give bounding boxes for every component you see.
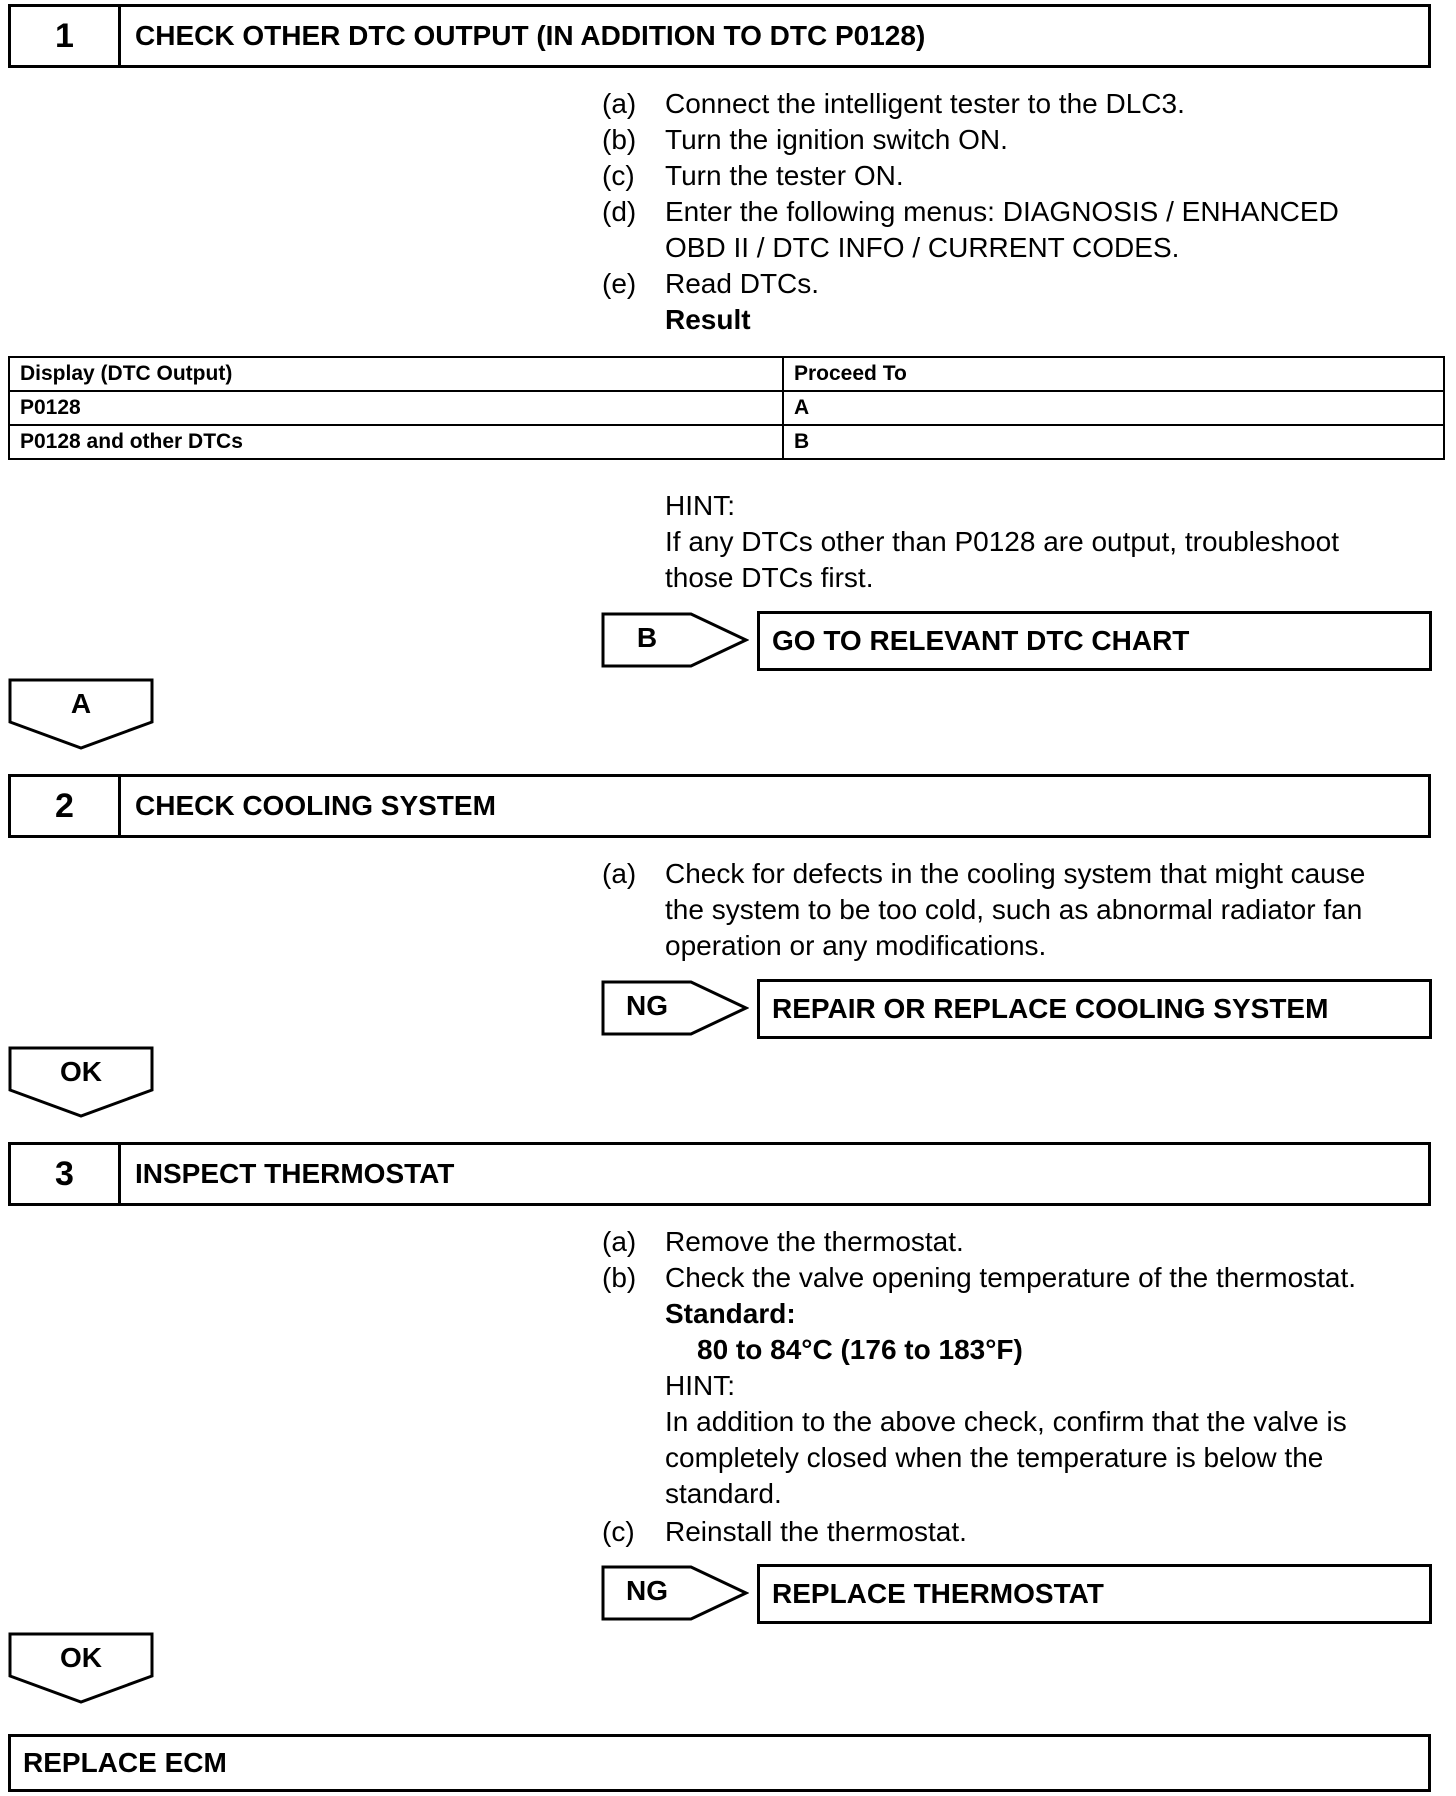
- item-text: Connect the intelligent tester to the DLC3.: [665, 88, 1185, 119]
- hint-text: In addition to the above check, confirm that the valve is: [665, 1406, 1347, 1437]
- branch-label: NG: [626, 1575, 668, 1606]
- item-text: Remove the thermostat.: [665, 1226, 964, 1257]
- standard-value: 80 to 84°C (176 to 183°F): [697, 1334, 1023, 1365]
- down-arrow-label: OK: [60, 1056, 102, 1087]
- result-table: [8, 356, 1445, 460]
- down-arrow-ok: [8, 1632, 154, 1704]
- item-label: (b): [602, 124, 637, 155]
- item-text: Reinstall the thermostat.: [665, 1516, 967, 1547]
- hint-text: completely closed when the temperature is below the: [665, 1442, 1324, 1473]
- step-2-header: [8, 774, 1431, 838]
- item-text: Enter the following menus: DIAGNOSIS / ENHANCED: [665, 196, 1339, 227]
- table-cell: P0128 and other DTCs: [9, 425, 783, 459]
- step-number: 2: [11, 777, 121, 835]
- step-3-header: [8, 1142, 1431, 1206]
- step-title: CHECK OTHER DTC OUTPUT (IN ADDITION TO DTC P0128): [135, 20, 926, 51]
- item-label: (a): [602, 1226, 637, 1257]
- item-text: Turn the tester ON.: [665, 160, 904, 191]
- step-number: 3: [11, 1145, 121, 1203]
- action-box: REPAIR OR REPLACE COOLING SYSTEM: [757, 979, 1432, 1039]
- down-arrow-label: OK: [60, 1642, 102, 1673]
- step-title: CHECK COOLING SYSTEM: [135, 790, 496, 821]
- item-label: (c): [602, 1516, 635, 1547]
- branch-arrow-b: [601, 612, 749, 670]
- table-header-cell: Display (DTC Output): [9, 357, 783, 391]
- item-text: the system to be too cold, such as abnormal radiator fan: [665, 894, 1363, 925]
- branch-label: B: [636, 622, 658, 653]
- item-text: Read DTCs.: [665, 268, 820, 299]
- hint-label: HINT:: [665, 490, 735, 521]
- table-header-cell: Proceed To: [783, 357, 1444, 391]
- table-cell: A: [783, 391, 1444, 425]
- down-arrow-a: [8, 678, 154, 750]
- table-cell: P0128: [9, 391, 783, 425]
- item-text: OBD II / DTC INFO / CURRENT CODES.: [665, 232, 1180, 263]
- step-number: 1: [11, 7, 121, 65]
- hint-text: standard.: [665, 1478, 782, 1509]
- item-text: operation or any modifications.: [665, 930, 1047, 961]
- branch-arrow-ng: [601, 1565, 749, 1623]
- action-box: GO TO RELEVANT DTC CHART: [757, 611, 1432, 671]
- step-1-header: [8, 4, 1431, 68]
- table-cell: B: [783, 425, 1444, 459]
- hint-text: those DTCs first.: [665, 562, 874, 593]
- item-label: (e): [602, 268, 637, 299]
- branch-label: NG: [626, 990, 668, 1021]
- item-label: (b): [602, 1262, 637, 1293]
- action-box: REPLACE THERMOSTAT: [757, 1564, 1432, 1624]
- item-text: Turn the ignition switch ON.: [665, 124, 1008, 155]
- item-label: (c): [602, 160, 635, 191]
- down-arrow-ok: [8, 1046, 154, 1118]
- down-arrow-label: A: [70, 688, 92, 719]
- item-label: (d): [602, 196, 637, 227]
- item-text: Check the valve opening temperature of the thermostat.: [665, 1262, 1357, 1293]
- item-text: Check for defects in the cooling system that might cause: [665, 858, 1366, 889]
- table-row: [9, 391, 1444, 425]
- hint-label: HINT:: [665, 1370, 735, 1401]
- final-action-box: REPLACE ECM: [8, 1734, 1431, 1792]
- item-label: (a): [602, 858, 637, 889]
- item-label: (a): [602, 88, 637, 119]
- branch-arrow-ng: [601, 980, 749, 1038]
- hint-text: If any DTCs other than P0128 are output, troubleshoot: [665, 526, 1339, 557]
- standard-label: Standard:: [665, 1298, 796, 1329]
- result-label: Result: [665, 304, 751, 335]
- table-row: [9, 425, 1444, 459]
- table-header-row: [9, 357, 1444, 391]
- step-title: INSPECT THERMOSTAT: [135, 1158, 455, 1189]
